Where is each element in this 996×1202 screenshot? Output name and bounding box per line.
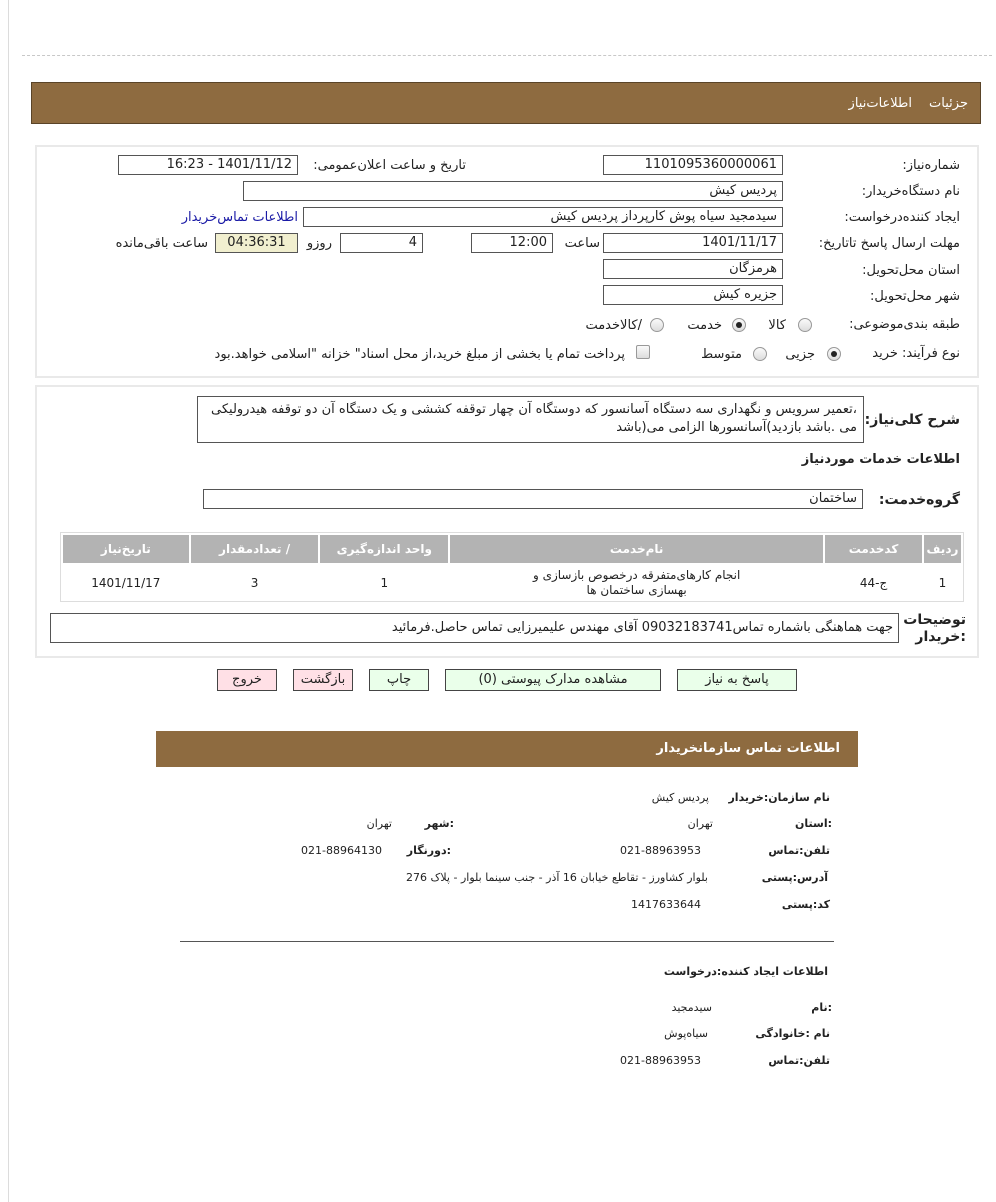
treasury-payment-note: پرداخت تمام یا بخشی از مبلغ خرید،از محل اسناد" خزانه "اسلامی خواهد.بود — [214, 347, 625, 362]
top-divider — [22, 55, 992, 56]
buyer-field: پردیس کیش — [243, 181, 783, 201]
services-title: اطلاعات خدمات موردنیاز — [801, 452, 960, 467]
cell-name-wrap — [450, 565, 823, 601]
cell-date: 1401/11/17 — [91, 576, 161, 590]
postal-value: 1417633644 — [631, 898, 701, 911]
creator-phone-value: 021-88963953 — [620, 1054, 701, 1067]
fax-value: 021-88964130 — [301, 844, 382, 857]
cell-qty: 3 — [250, 576, 259, 590]
buyer-label: نام دستگاه‌خریدار: — [861, 184, 960, 199]
remaining-time-field: 04:36:31 — [215, 233, 298, 253]
treasury-payment-checkbox[interactable] — [636, 345, 650, 359]
category-service-radio[interactable] — [732, 318, 746, 332]
contact-province-value: تهران — [687, 817, 713, 830]
announce-label: تاریخ و ساعت اعلان‌عمومی: — [313, 158, 466, 173]
description-box: ،تعمیر سرویس و نگهداری سه دستگاه آسانسور که دوستگاه آن چهار توقفه کششی و یک دستگاه آن دو توقفه هیدرولیکی می .باشد بازدید)آسانسورها الزامی می(باشد — [197, 396, 864, 443]
province-label: استان محل‌تحویل: — [862, 263, 960, 278]
family-value: سیاه‌پوش — [664, 1027, 708, 1040]
cell-row: 1 — [938, 576, 947, 590]
header-need-info-label: اطلاعات‌نیاز — [848, 96, 912, 111]
reply-button[interactable]: پاسخ به نیاز — [677, 669, 797, 691]
deadline-label: مهلت ارسال پاسخ تا‌تاریخ: — [818, 236, 960, 251]
contact-phone-label: تلفن:تماس — [768, 844, 830, 857]
category-label: طبقه بندی‌موضوعی: — [849, 317, 960, 332]
cell-unit: 1 — [380, 576, 389, 590]
deadline-time-field: 12:00 — [471, 233, 553, 253]
col-date: تاریخ‌نیاز — [63, 535, 189, 563]
deadline-time-label: ساعت — [564, 236, 600, 251]
items-table-frame — [60, 532, 964, 602]
address-value: بلوار کشاورز - تقاطع خیابان 16 آذر - جنب سینما بلوار - پلاک 276 — [406, 871, 708, 884]
contact-divider — [180, 941, 834, 942]
description-label: شرح کلی‌نیاز: — [864, 412, 960, 428]
col-name: نام‌خدمت — [450, 535, 823, 563]
contact-header — [156, 731, 858, 767]
address-label: آدرس:پستی — [761, 871, 828, 884]
deadline-date-field: 1401/11/17 — [603, 233, 783, 253]
process-medium-radio[interactable] — [753, 347, 767, 361]
items-table-header — [63, 535, 961, 563]
remaining-label: ساعت باقی‌مانده — [115, 236, 208, 251]
exit-button[interactable]: خروج — [217, 669, 277, 691]
contact-phone-value: 021-88963953 — [620, 844, 701, 857]
process-label: نوع فرآیند: خرید — [872, 346, 960, 361]
category-both-label: /کالاخدمت — [585, 318, 642, 333]
back-button[interactable]: بازگشت — [293, 669, 353, 691]
cell-code: ج-44 — [859, 576, 888, 590]
province-field: هرمزگان — [603, 259, 783, 279]
buyer-contact-link[interactable]: اطلاعات تماس‌خریدار — [181, 210, 298, 225]
print-button[interactable]: چاپ — [369, 669, 429, 691]
days-field: 4 — [340, 233, 423, 253]
contact-city-label: :شهر — [424, 817, 454, 830]
items-table — [61, 533, 963, 603]
need-no-field: 1101095360000061 — [603, 155, 783, 175]
service-group-label: گروه‌خدمت: — [878, 492, 960, 508]
fax-label: :دورنگار — [406, 844, 451, 857]
announce-field: 1401/11/12 - 16:23 — [118, 155, 298, 175]
city-label: شهر محل‌تحویل: — [870, 289, 960, 304]
contact-city-value: تهران — [366, 817, 392, 830]
service-group-field: ساختمان — [203, 489, 863, 509]
postal-label: کد:پستی — [781, 898, 830, 911]
table-row — [63, 565, 961, 601]
contact-province-label: :استان — [795, 817, 832, 830]
creator-label: ایجاد کننده‌درخواست: — [844, 210, 960, 225]
org-label: نام سازمان:خریدار — [728, 791, 830, 804]
category-goods-radio[interactable] — [798, 318, 812, 332]
category-goods-label: کالا — [768, 318, 786, 333]
process-partial-label: جزیی — [785, 347, 815, 362]
contact-title: اطلاعات تماس سازمانخریدار — [656, 741, 840, 756]
category-both-radio[interactable] — [650, 318, 664, 332]
buyer-notes-box: جهت هماهنگی باشماره تماس09032183741 آقای مهندس علیمیرزایی تماس حاصل.فرمائید — [50, 613, 899, 643]
name-value: سیدمجید — [671, 1001, 712, 1014]
process-medium-label: متوسط — [701, 347, 742, 362]
need-form-panel — [35, 145, 979, 378]
process-partial-radio[interactable] — [827, 347, 841, 361]
family-label: نام :خانوادگی — [755, 1027, 830, 1040]
category-service-label: خدمت — [687, 318, 722, 333]
attachments-button[interactable]: مشاهده مدارک پیوستی (0) — [445, 669, 661, 691]
buyer-notes-label: توضیحات :خریدار — [903, 612, 966, 645]
city-field: جزیره کیش — [603, 285, 783, 305]
name-label: :نام — [811, 1001, 832, 1014]
header-details-label: جزئیات — [929, 96, 968, 111]
need-no-label: شماره‌نیاز: — [902, 158, 960, 173]
cell-name: انجام کارهای‌متفرقه درخصوص بازسازی و بهسازی ساختمان ها — [532, 568, 741, 597]
col-unit: واحد اندازه‌گیری — [320, 535, 448, 563]
col-code: کدخدمت — [825, 535, 922, 563]
col-row: ردیف — [924, 535, 961, 563]
col-qty: / تعدادمقدار — [191, 535, 319, 563]
days-label: روزو — [306, 236, 332, 251]
page-left-border — [8, 0, 9, 1202]
creator-field: سیدمجید سیاه پوش کارپرداز پردیس کیش — [303, 207, 783, 227]
creator-info-title: اطلاعات ایجاد کننده:درخواست — [663, 965, 828, 978]
creator-phone-label: تلفن:تماس — [768, 1054, 830, 1067]
details-header — [31, 82, 981, 124]
org-value: پردیس کیش — [651, 791, 709, 804]
